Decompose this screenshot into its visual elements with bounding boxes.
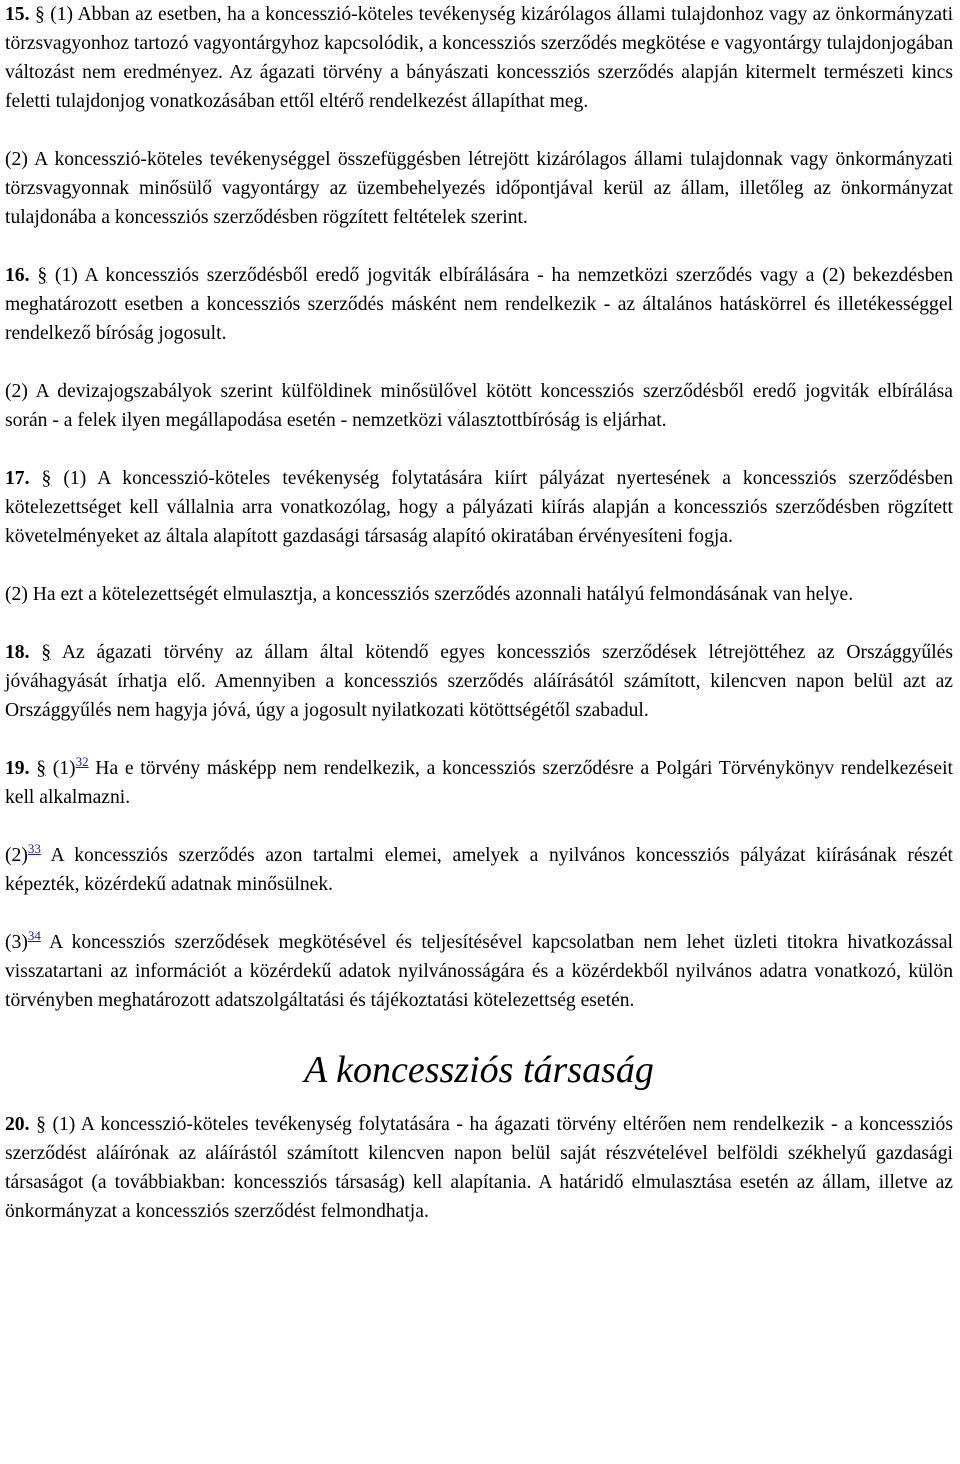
subsection-lead: (3)	[5, 932, 28, 953]
section-17-para-1	[5, 464, 953, 551]
section-number: 18.	[5, 642, 30, 663]
paragraph-text: Az ágazati törvény az állam által kötendő egyes koncessziós szerződések létrejöttéhez az Országgyűlés jóváhagyását írhatja elő. Amennyiben a koncessziós szerződés aláírásától számított, kilencven napon belül azt az Országgyűlés nem hagyja jóvá, úgy a jogosult nyilatkozati kötöttségétől szabadul.	[5, 642, 953, 721]
paragraph-text: A koncessziós szerződések megkötésével és teljesítésével kapcsolatban nem lehet üzleti titokra hivatkozással visszatartani az információt a közérdekű adatok nyilvánosságára és a közérdekből nyilvános adatra vonatkozó, külön törvényben meghatározott adatszolgáltatási és tájékoztatási kötelezettség esetén.	[5, 932, 953, 1011]
section-16-para-2	[5, 377, 953, 435]
paragraph-sign: §	[41, 468, 52, 489]
footnote-link-34[interactable]: 34	[27, 928, 41, 943]
paragraph-text: A koncessziós szerződés azon tartalmi elemei, amelyek a nyilvános koncessziós pályázat kiírásának részét képezték, közérdekű adatnak minősülnek.	[5, 845, 953, 895]
section-20-para-1	[5, 1110, 953, 1226]
section-16-para-1	[5, 261, 953, 348]
footnote-link-32[interactable]: 32	[75, 754, 89, 769]
subsection-lead: (1)	[52, 758, 76, 779]
section-15-para-1	[5, 0, 953, 116]
subsection-lead: (2)	[5, 845, 28, 866]
section-19-para-1	[5, 754, 953, 812]
paragraph-sign: §	[37, 265, 48, 286]
section-number: 20.	[5, 1114, 30, 1135]
section-number: 16.	[5, 265, 30, 286]
paragraph-text: (2) A devizajogszabályok szerint külföldinek minősülővel kötött koncessziós szerződésből eredő jogviták elbírálása során - a felek ilyen megállapodása esetén - nemzetközi választottbíróság is eljárhat.	[5, 381, 953, 431]
paragraph-sign: §	[36, 758, 47, 779]
paragraph-text: (2) Ha ezt a kötelezettségét elmulasztja, a koncessziós szerződés azonnali hatályú felmondásának van helye.	[5, 584, 854, 605]
paragraph-text: (1) A koncesszió-köteles tevékenység folytatására kiírt pályázat nyertesének a koncessziós szerződésben kötelezettséget kell vállalnia arra vonatkozólag, hogy a pályázati kiírás alapján a koncessziós szerződésben rögzített követelményeket az általa alapított gazdasági társaság alapító okiratában érvényesíteni fogja.	[5, 468, 953, 547]
section-19-para-3	[5, 928, 953, 1015]
paragraph-sign: §	[34, 4, 45, 25]
section-19-para-2	[5, 841, 953, 899]
paragraph-sign: §	[41, 642, 52, 663]
section-18-para-1	[5, 638, 953, 725]
section-17-para-2	[5, 580, 953, 609]
paragraph-text: (1) A koncessziós szerződésből eredő jogviták elbírálására - ha nemzetközi szerződés vagy a (2) bekezdésben meghatározott esetben a koncessziós szerződés másként nem rendelkezik - az általános hatáskörrel és illetékességgel rendelkező bíróság jogosult.	[5, 265, 953, 344]
paragraph-text: (1) A koncesszió-köteles tevékenység folytatására - ha ágazati törvény eltérően nem rendelkezik - a koncessziós szerződést aláírónak az aláírástól számított kilencven napon belül saját részvételével belföldi székhelyű gazdasági társaságot (a továbbiakban: koncessziós társaság) kell alapítania. A határidő elmulasztása esetén az állam, illetve az önkormányzat a koncessziós szerződést felmondhatja.	[5, 1114, 953, 1222]
section-number: 15.	[5, 4, 30, 25]
paragraph-text: (1) Abban az esetben, ha a koncesszió-köteles tevékenység kizárólagos állami tulajdonhoz vagy az önkormányzati törzsvagyonhoz tartozó vagyontárgyhoz kapcsolódik, a koncessziós szerződés megkötése e vagyontárgy tulajdonjogában változást nem eredményez. Az ágazati törvény a bányászati koncessziós szerződés alapján kitermelt természeti kincs feletti tulajdonjog vonatkozásában ettől eltérő rendelkezést állapíthat meg.	[5, 4, 954, 112]
paragraph-text: (2) A koncesszió-köteles tevékenységgel összefüggésben létrejött kizárólagos állami tulajdonnak vagy önkormányzati törzsvagyonnak minősülő vagyontárgy az üzembehelyezés időpontjával kerül az állam, illetőleg az önkormányzat tulajdonába a koncessziós szerződésben rögzített feltételek szerint.	[5, 149, 953, 228]
chapter-heading: A koncessziós társaság	[304, 1049, 654, 1091]
section-15-para-2	[5, 145, 953, 232]
footnote-link-33[interactable]: 33	[27, 841, 41, 856]
paragraph-sign: §	[36, 1114, 46, 1135]
paragraph-text: Ha e törvény másképp nem rendelkezik, a koncessziós szerződésre a Polgári Törvénykönyv rendelkezéseit kell alkalmazni.	[5, 758, 953, 808]
section-number: 17.	[5, 468, 30, 489]
section-number: 19.	[5, 758, 30, 779]
